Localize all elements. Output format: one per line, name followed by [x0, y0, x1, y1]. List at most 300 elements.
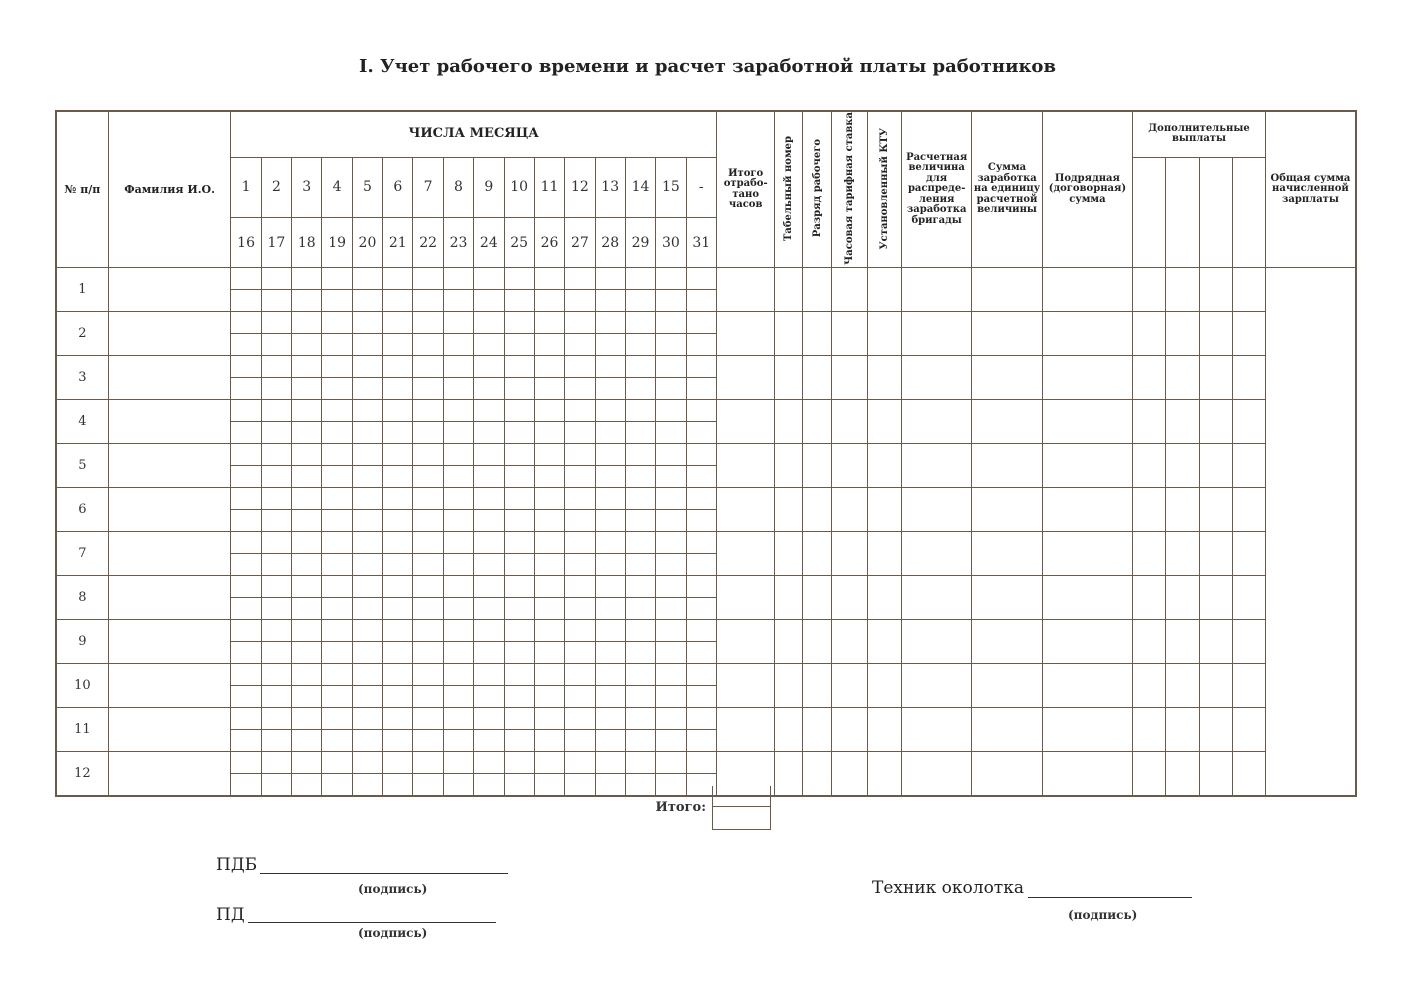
day-cell[interactable] — [534, 290, 564, 312]
day-cell[interactable] — [292, 488, 322, 510]
day-cell[interactable] — [534, 312, 564, 334]
day-cell[interactable] — [504, 686, 534, 708]
day-cell[interactable] — [383, 730, 413, 752]
day-cell[interactable] — [686, 334, 716, 356]
day-cell[interactable] — [383, 268, 413, 290]
value-cell[interactable] — [867, 268, 901, 312]
day-cell[interactable] — [261, 554, 291, 576]
day-cell[interactable] — [565, 488, 595, 510]
day-cell[interactable] — [292, 378, 322, 400]
day-cell[interactable] — [383, 708, 413, 730]
day-cell[interactable] — [534, 488, 564, 510]
day-cell[interactable] — [534, 664, 564, 686]
day-cell[interactable] — [352, 774, 382, 796]
day-cell[interactable] — [231, 620, 261, 642]
value-cell[interactable] — [1199, 532, 1232, 576]
pd-signature-line[interactable] — [248, 922, 496, 923]
value-cell[interactable] — [717, 708, 775, 752]
value-cell[interactable] — [775, 400, 803, 444]
value-cell[interactable] — [1232, 532, 1265, 576]
value-cell[interactable] — [1199, 620, 1232, 664]
value-cell[interactable] — [831, 312, 867, 356]
day-cell[interactable] — [261, 488, 291, 510]
day-cell[interactable] — [383, 378, 413, 400]
day-cell[interactable] — [474, 598, 504, 620]
day-cell[interactable] — [625, 466, 655, 488]
day-cell[interactable] — [383, 312, 413, 334]
day-cell[interactable] — [292, 510, 322, 532]
day-cell[interactable] — [413, 642, 443, 664]
value-cell[interactable] — [775, 356, 803, 400]
value-cell[interactable] — [901, 664, 971, 708]
day-cell[interactable] — [322, 290, 352, 312]
day-cell[interactable] — [565, 334, 595, 356]
day-cell[interactable] — [261, 620, 291, 642]
day-cell[interactable] — [443, 466, 473, 488]
name-cell[interactable] — [108, 488, 231, 532]
day-cell[interactable] — [534, 576, 564, 598]
day-cell[interactable] — [383, 444, 413, 466]
day-cell[interactable] — [474, 510, 504, 532]
day-cell[interactable] — [292, 554, 322, 576]
day-cell[interactable] — [413, 334, 443, 356]
day-cell[interactable] — [322, 422, 352, 444]
day-cell[interactable] — [686, 554, 716, 576]
day-cell[interactable] — [656, 752, 686, 774]
value-cell[interactable] — [831, 752, 867, 796]
day-cell[interactable] — [443, 312, 473, 334]
day-cell[interactable] — [352, 444, 382, 466]
day-cell[interactable] — [504, 554, 534, 576]
day-cell[interactable] — [383, 422, 413, 444]
value-cell[interactable] — [775, 532, 803, 576]
day-cell[interactable] — [625, 290, 655, 312]
day-cell[interactable] — [595, 708, 625, 730]
day-cell[interactable] — [383, 400, 413, 422]
day-cell[interactable] — [383, 488, 413, 510]
value-cell[interactable] — [831, 620, 867, 664]
day-cell[interactable] — [565, 290, 595, 312]
day-cell[interactable] — [352, 312, 382, 334]
day-cell[interactable] — [261, 730, 291, 752]
day-cell[interactable] — [352, 356, 382, 378]
value-cell[interactable] — [775, 752, 803, 796]
day-cell[interactable] — [413, 466, 443, 488]
day-cell[interactable] — [413, 510, 443, 532]
day-cell[interactable] — [413, 378, 443, 400]
value-cell[interactable] — [972, 400, 1042, 444]
day-cell[interactable] — [625, 532, 655, 554]
day-cell[interactable] — [261, 466, 291, 488]
day-cell[interactable] — [534, 686, 564, 708]
value-cell[interactable] — [1232, 268, 1265, 312]
day-cell[interactable] — [656, 466, 686, 488]
day-cell[interactable] — [352, 488, 382, 510]
value-cell[interactable] — [831, 664, 867, 708]
day-cell[interactable] — [534, 378, 564, 400]
day-cell[interactable] — [474, 576, 504, 598]
day-cell[interactable] — [322, 708, 352, 730]
day-cell[interactable] — [625, 268, 655, 290]
day-cell[interactable] — [292, 466, 322, 488]
day-cell[interactable] — [686, 620, 716, 642]
day-cell[interactable] — [231, 488, 261, 510]
value-cell[interactable] — [1166, 312, 1199, 356]
day-cell[interactable] — [261, 312, 291, 334]
day-cell[interactable] — [474, 686, 504, 708]
day-cell[interactable] — [352, 576, 382, 598]
day-cell[interactable] — [656, 268, 686, 290]
value-cell[interactable] — [972, 268, 1042, 312]
value-cell[interactable] — [1133, 312, 1166, 356]
day-cell[interactable] — [534, 356, 564, 378]
day-cell[interactable] — [656, 642, 686, 664]
value-cell[interactable] — [1042, 400, 1132, 444]
day-cell[interactable] — [625, 598, 655, 620]
value-cell[interactable] — [803, 664, 831, 708]
day-cell[interactable] — [352, 400, 382, 422]
day-cell[interactable] — [474, 422, 504, 444]
value-cell[interactable] — [867, 664, 901, 708]
day-cell[interactable] — [322, 444, 352, 466]
day-cell[interactable] — [292, 576, 322, 598]
day-cell[interactable] — [292, 708, 322, 730]
day-cell[interactable] — [504, 466, 534, 488]
day-cell[interactable] — [443, 444, 473, 466]
day-cell[interactable] — [565, 312, 595, 334]
day-cell[interactable] — [383, 356, 413, 378]
value-cell[interactable] — [1199, 312, 1232, 356]
day-cell[interactable] — [565, 642, 595, 664]
day-cell[interactable] — [322, 510, 352, 532]
value-cell[interactable] — [831, 532, 867, 576]
value-cell[interactable] — [775, 268, 803, 312]
value-cell[interactable] — [1166, 400, 1199, 444]
day-cell[interactable] — [534, 642, 564, 664]
day-cell[interactable] — [504, 378, 534, 400]
value-cell[interactable] — [1199, 708, 1232, 752]
day-cell[interactable] — [686, 686, 716, 708]
value-cell[interactable] — [1133, 268, 1166, 312]
day-cell[interactable] — [595, 466, 625, 488]
value-cell[interactable] — [717, 488, 775, 532]
day-cell[interactable] — [383, 510, 413, 532]
day-cell[interactable] — [292, 400, 322, 422]
day-cell[interactable] — [322, 576, 352, 598]
day-cell[interactable] — [474, 334, 504, 356]
day-cell[interactable] — [261, 708, 291, 730]
value-cell[interactable] — [1133, 576, 1166, 620]
day-cell[interactable] — [474, 290, 504, 312]
tech-signature-line[interactable] — [1028, 897, 1192, 898]
value-cell[interactable] — [831, 444, 867, 488]
day-cell[interactable] — [625, 422, 655, 444]
day-cell[interactable] — [504, 400, 534, 422]
day-cell[interactable] — [565, 554, 595, 576]
name-cell[interactable] — [108, 620, 231, 664]
value-cell[interactable] — [1042, 752, 1132, 796]
value-cell[interactable] — [901, 620, 971, 664]
value-cell[interactable] — [803, 752, 831, 796]
day-cell[interactable] — [231, 312, 261, 334]
day-cell[interactable] — [686, 598, 716, 620]
value-cell[interactable] — [831, 488, 867, 532]
day-cell[interactable] — [261, 378, 291, 400]
day-cell[interactable] — [625, 400, 655, 422]
name-cell[interactable] — [108, 356, 231, 400]
day-cell[interactable] — [686, 708, 716, 730]
day-cell[interactable] — [413, 708, 443, 730]
value-cell[interactable] — [803, 400, 831, 444]
day-cell[interactable] — [231, 774, 261, 796]
value-cell[interactable] — [717, 444, 775, 488]
day-cell[interactable] — [443, 774, 473, 796]
day-cell[interactable] — [686, 664, 716, 686]
value-cell[interactable] — [803, 268, 831, 312]
day-cell[interactable] — [352, 686, 382, 708]
value-cell[interactable] — [1166, 268, 1199, 312]
name-cell[interactable] — [108, 664, 231, 708]
day-cell[interactable] — [686, 466, 716, 488]
day-cell[interactable] — [474, 752, 504, 774]
day-cell[interactable] — [474, 488, 504, 510]
day-cell[interactable] — [231, 686, 261, 708]
day-cell[interactable] — [504, 444, 534, 466]
day-cell[interactable] — [595, 444, 625, 466]
day-cell[interactable] — [595, 356, 625, 378]
day-cell[interactable] — [656, 444, 686, 466]
day-cell[interactable] — [686, 576, 716, 598]
day-cell[interactable] — [504, 312, 534, 334]
day-cell[interactable] — [504, 752, 534, 774]
day-cell[interactable] — [565, 774, 595, 796]
day-cell[interactable] — [322, 664, 352, 686]
day-cell[interactable] — [656, 356, 686, 378]
day-cell[interactable] — [565, 752, 595, 774]
value-cell[interactable] — [867, 488, 901, 532]
value-cell[interactable] — [717, 268, 775, 312]
value-cell[interactable] — [901, 312, 971, 356]
day-cell[interactable] — [656, 510, 686, 532]
value-cell[interactable] — [901, 708, 971, 752]
day-cell[interactable] — [352, 290, 382, 312]
day-cell[interactable] — [383, 686, 413, 708]
value-cell[interactable] — [972, 312, 1042, 356]
day-cell[interactable] — [413, 312, 443, 334]
day-cell[interactable] — [261, 290, 291, 312]
name-cell[interactable] — [108, 708, 231, 752]
day-cell[interactable] — [474, 400, 504, 422]
value-cell[interactable] — [901, 444, 971, 488]
day-cell[interactable] — [595, 664, 625, 686]
day-cell[interactable] — [504, 620, 534, 642]
day-cell[interactable] — [383, 334, 413, 356]
day-cell[interactable] — [534, 400, 564, 422]
day-cell[interactable] — [443, 620, 473, 642]
value-cell[interactable] — [867, 532, 901, 576]
day-cell[interactable] — [656, 664, 686, 686]
value-cell[interactable] — [972, 532, 1042, 576]
day-cell[interactable] — [686, 532, 716, 554]
value-cell[interactable] — [1166, 752, 1199, 796]
day-cell[interactable] — [656, 708, 686, 730]
day-cell[interactable] — [443, 488, 473, 510]
day-cell[interactable] — [686, 356, 716, 378]
value-cell[interactable] — [1166, 620, 1199, 664]
day-cell[interactable] — [292, 774, 322, 796]
day-cell[interactable] — [474, 730, 504, 752]
day-cell[interactable] — [261, 400, 291, 422]
day-cell[interactable] — [322, 642, 352, 664]
value-cell[interactable] — [1133, 532, 1166, 576]
value-cell[interactable] — [867, 444, 901, 488]
value-cell[interactable] — [775, 620, 803, 664]
day-cell[interactable] — [413, 268, 443, 290]
day-cell[interactable] — [686, 312, 716, 334]
day-cell[interactable] — [534, 422, 564, 444]
value-cell[interactable] — [1133, 620, 1166, 664]
day-cell[interactable] — [261, 686, 291, 708]
day-cell[interactable] — [292, 686, 322, 708]
day-cell[interactable] — [504, 290, 534, 312]
value-cell[interactable] — [972, 620, 1042, 664]
day-cell[interactable] — [565, 686, 595, 708]
day-cell[interactable] — [413, 774, 443, 796]
day-cell[interactable] — [656, 532, 686, 554]
day-cell[interactable] — [352, 422, 382, 444]
day-cell[interactable] — [231, 576, 261, 598]
value-cell[interactable] — [775, 444, 803, 488]
day-cell[interactable] — [322, 334, 352, 356]
day-cell[interactable] — [504, 510, 534, 532]
day-cell[interactable] — [595, 554, 625, 576]
day-cell[interactable] — [261, 642, 291, 664]
pdb-signature-line[interactable] — [260, 873, 508, 874]
day-cell[interactable] — [474, 642, 504, 664]
day-cell[interactable] — [625, 356, 655, 378]
day-cell[interactable] — [231, 290, 261, 312]
day-cell[interactable] — [261, 774, 291, 796]
value-cell[interactable] — [803, 312, 831, 356]
day-cell[interactable] — [261, 334, 291, 356]
day-cell[interactable] — [474, 532, 504, 554]
value-cell[interactable] — [1133, 400, 1166, 444]
day-cell[interactable] — [443, 378, 473, 400]
day-cell[interactable] — [565, 378, 595, 400]
value-cell[interactable] — [867, 620, 901, 664]
value-cell[interactable] — [972, 664, 1042, 708]
day-cell[interactable] — [625, 444, 655, 466]
value-cell[interactable] — [901, 576, 971, 620]
day-cell[interactable] — [595, 268, 625, 290]
day-cell[interactable] — [656, 576, 686, 598]
value-cell[interactable] — [1232, 664, 1265, 708]
day-cell[interactable] — [413, 444, 443, 466]
day-cell[interactable] — [565, 532, 595, 554]
day-cell[interactable] — [261, 444, 291, 466]
day-cell[interactable] — [656, 400, 686, 422]
day-cell[interactable] — [504, 532, 534, 554]
day-cell[interactable] — [352, 532, 382, 554]
day-cell[interactable] — [565, 444, 595, 466]
day-cell[interactable] — [565, 356, 595, 378]
day-cell[interactable] — [352, 334, 382, 356]
value-cell[interactable] — [901, 400, 971, 444]
day-cell[interactable] — [261, 422, 291, 444]
day-cell[interactable] — [595, 400, 625, 422]
value-cell[interactable] — [1133, 664, 1166, 708]
day-cell[interactable] — [322, 554, 352, 576]
value-cell[interactable] — [1042, 488, 1132, 532]
day-cell[interactable] — [231, 400, 261, 422]
day-cell[interactable] — [352, 708, 382, 730]
day-cell[interactable] — [383, 290, 413, 312]
day-cell[interactable] — [383, 576, 413, 598]
day-cell[interactable] — [261, 664, 291, 686]
day-cell[interactable] — [504, 774, 534, 796]
day-cell[interactable] — [352, 466, 382, 488]
day-cell[interactable] — [565, 422, 595, 444]
day-cell[interactable] — [595, 488, 625, 510]
day-cell[interactable] — [322, 730, 352, 752]
day-cell[interactable] — [686, 378, 716, 400]
day-cell[interactable] — [261, 752, 291, 774]
day-cell[interactable] — [352, 598, 382, 620]
value-cell[interactable] — [972, 488, 1042, 532]
day-cell[interactable] — [595, 642, 625, 664]
day-cell[interactable] — [231, 356, 261, 378]
day-cell[interactable] — [443, 334, 473, 356]
day-cell[interactable] — [443, 664, 473, 686]
day-cell[interactable] — [231, 510, 261, 532]
day-cell[interactable] — [474, 378, 504, 400]
day-cell[interactable] — [443, 598, 473, 620]
day-cell[interactable] — [625, 488, 655, 510]
day-cell[interactable] — [534, 268, 564, 290]
day-cell[interactable] — [504, 576, 534, 598]
day-cell[interactable] — [261, 598, 291, 620]
value-cell[interactable] — [1199, 664, 1232, 708]
day-cell[interactable] — [565, 268, 595, 290]
value-cell[interactable] — [831, 268, 867, 312]
day-cell[interactable] — [231, 554, 261, 576]
day-cell[interactable] — [413, 664, 443, 686]
day-cell[interactable] — [686, 488, 716, 510]
day-cell[interactable] — [261, 532, 291, 554]
day-cell[interactable] — [656, 312, 686, 334]
value-cell[interactable] — [803, 356, 831, 400]
day-cell[interactable] — [534, 532, 564, 554]
day-cell[interactable] — [534, 752, 564, 774]
value-cell[interactable] — [867, 356, 901, 400]
day-cell[interactable] — [322, 752, 352, 774]
value-cell[interactable] — [1133, 708, 1166, 752]
day-cell[interactable] — [292, 620, 322, 642]
value-cell[interactable] — [1133, 488, 1166, 532]
day-cell[interactable] — [231, 532, 261, 554]
value-cell[interactable] — [1042, 356, 1132, 400]
day-cell[interactable] — [595, 598, 625, 620]
value-cell[interactable] — [803, 708, 831, 752]
day-cell[interactable] — [231, 378, 261, 400]
day-cell[interactable] — [474, 708, 504, 730]
value-cell[interactable] — [901, 532, 971, 576]
day-cell[interactable] — [595, 620, 625, 642]
value-cell[interactable] — [831, 708, 867, 752]
value-cell[interactable] — [1042, 444, 1132, 488]
value-cell[interactable] — [1166, 444, 1199, 488]
day-cell[interactable] — [625, 312, 655, 334]
